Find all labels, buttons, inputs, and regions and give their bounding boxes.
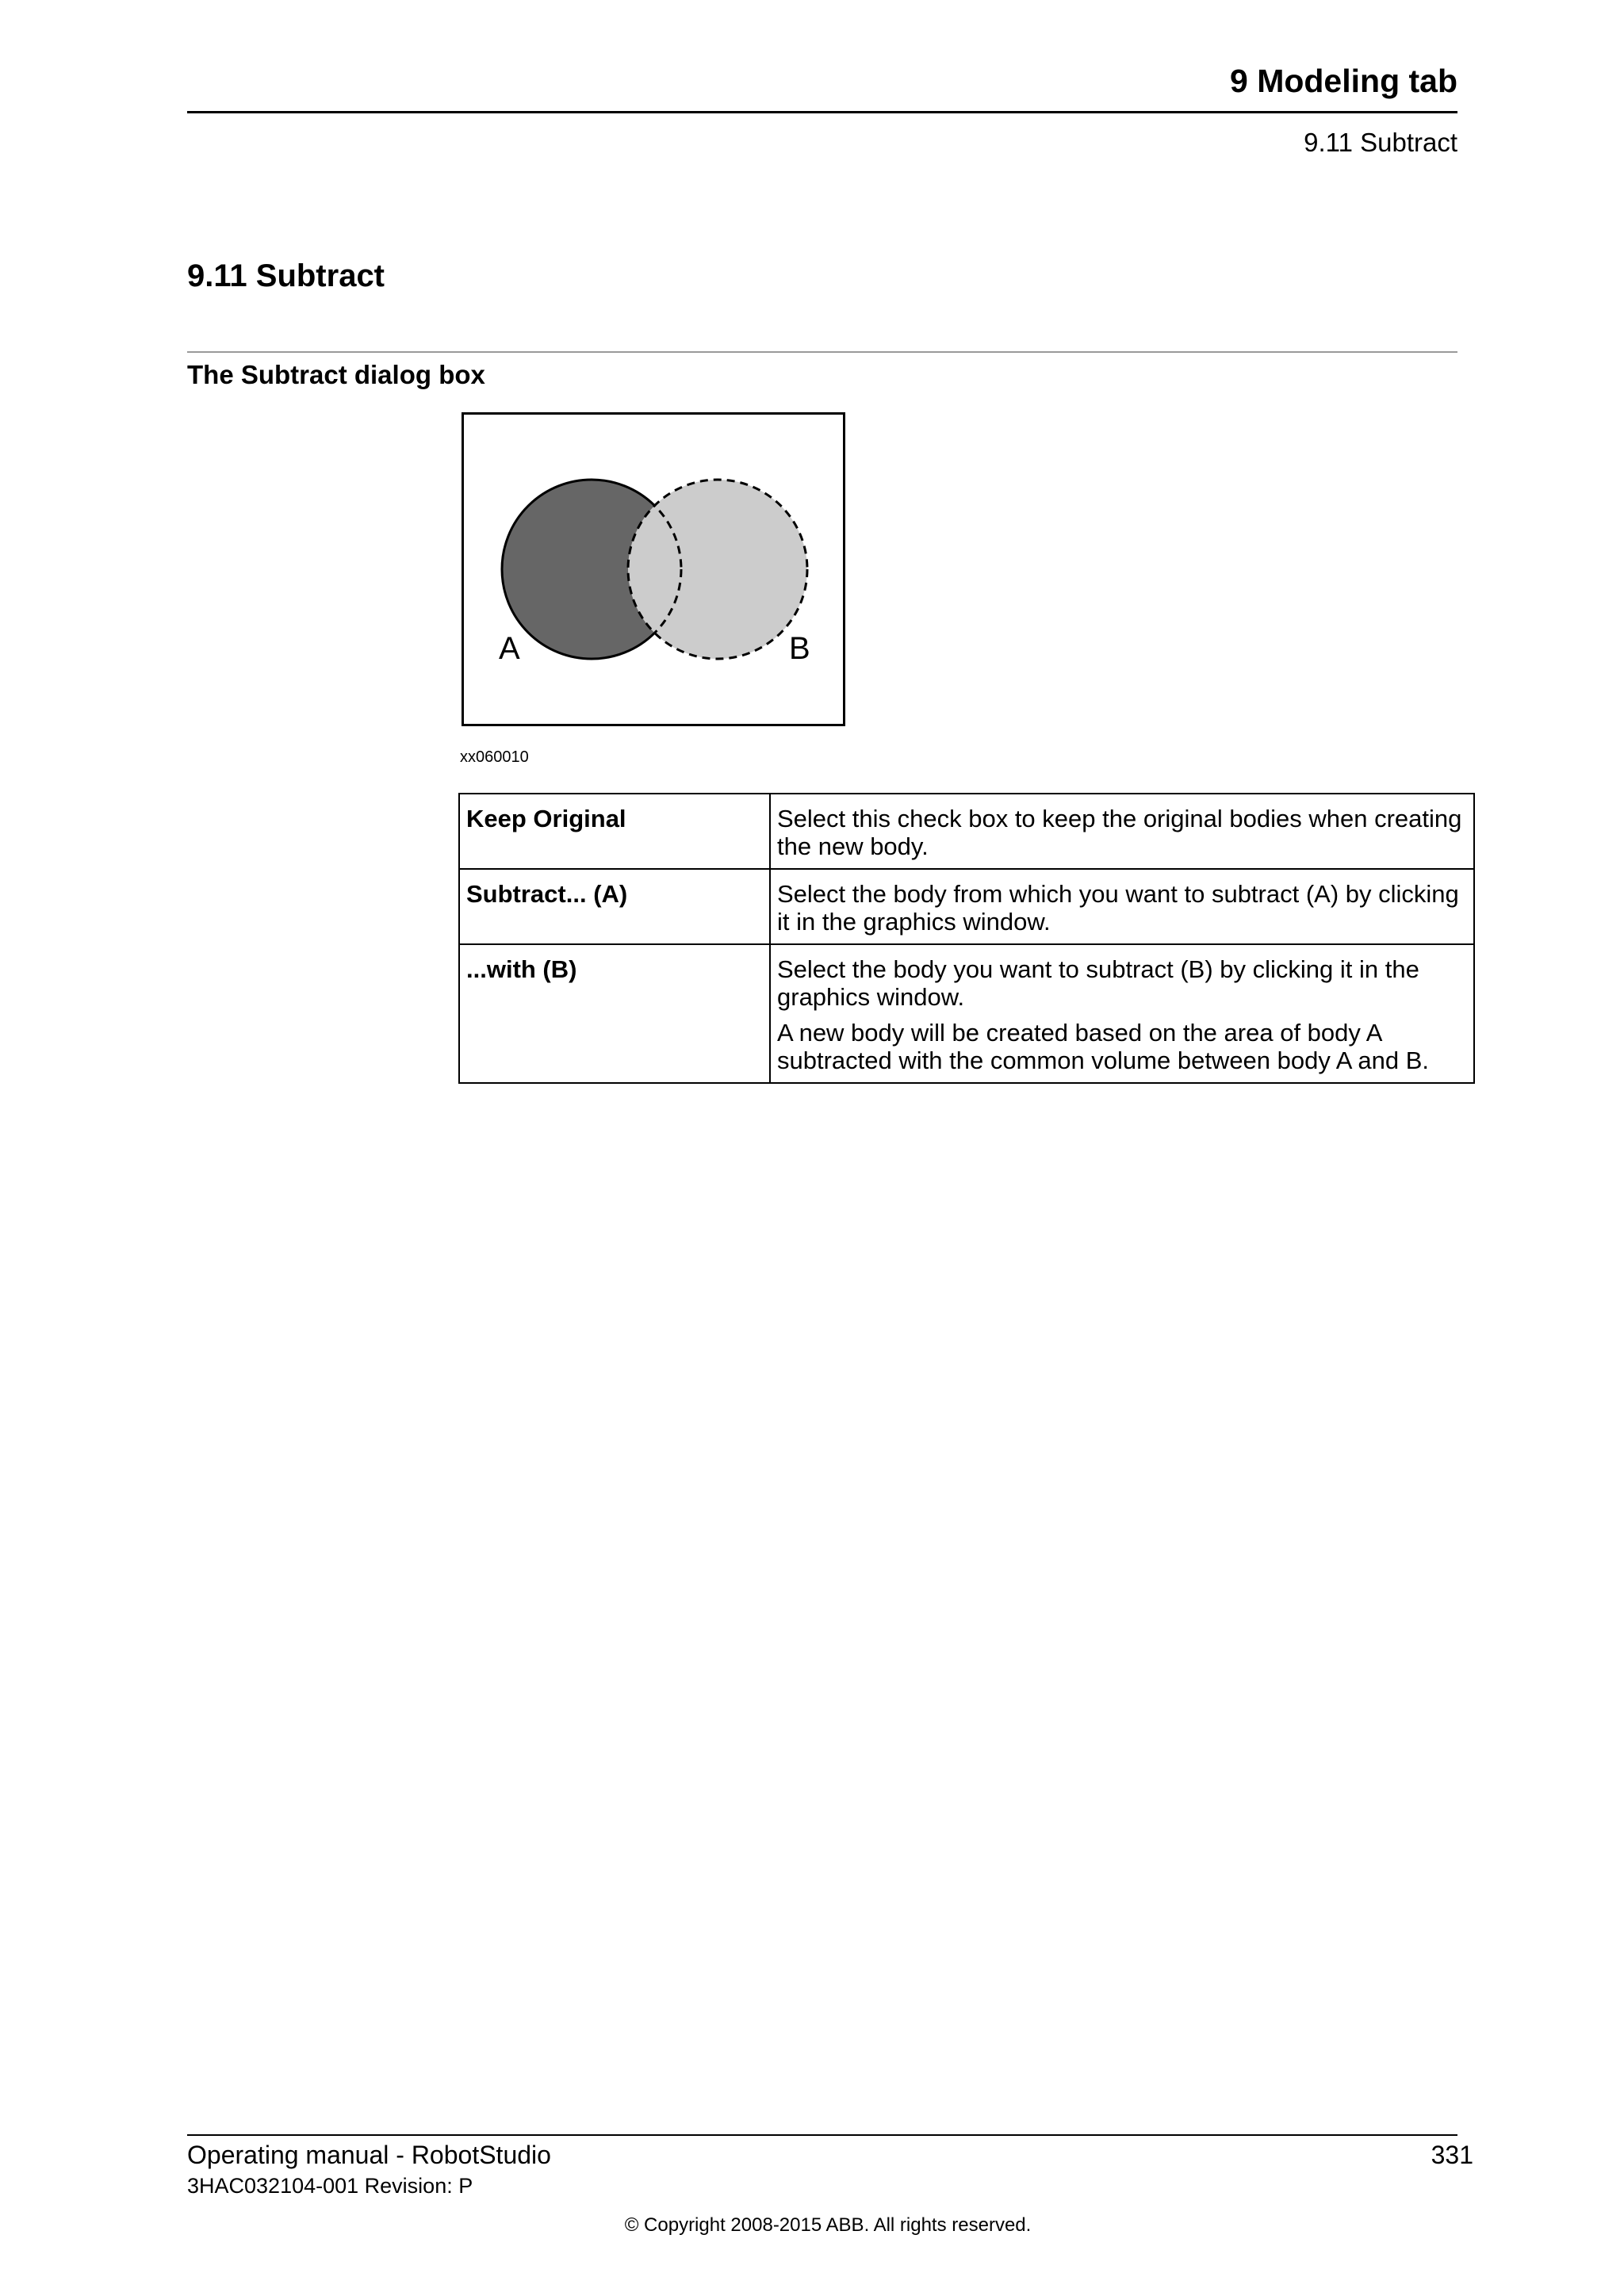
chapter-title: 9 Modeling tab	[1230, 63, 1457, 99]
option-description	[770, 794, 1474, 869]
header-rule	[187, 111, 1457, 113]
document-id: 3HAC032104-001 Revision: P	[187, 2174, 473, 2198]
label-a: A	[499, 631, 520, 666]
option-term: ...with (B)	[459, 944, 770, 1083]
copyright-notice: © Copyright 2008-2015 ABB. All rights reserved.	[624, 2214, 1032, 2236]
description-paragraph: Select the body from which you want to subtract (A) by clicking it in the graphics window.	[777, 880, 1459, 936]
option-term: Keep Original	[459, 794, 770, 869]
table-row	[459, 944, 1474, 1083]
page-number: 331	[1431, 2141, 1473, 2169]
description-paragraph: Select this check box to keep the original bodies when creating the new body.	[777, 805, 1462, 860]
footer-manual-title: Operating manual - RobotStudio	[187, 2141, 551, 2169]
option-description	[770, 869, 1474, 944]
subtract-diagram	[462, 412, 845, 726]
description-paragraph: A new body will be created based on the area of body A subtracted with the common volume between body A and B.	[777, 1019, 1429, 1074]
options-table	[458, 793, 1475, 1084]
subheading: The Subtract dialog box	[187, 360, 485, 389]
option-term: Subtract... (A)	[459, 869, 770, 944]
figure-code: xx060010	[460, 748, 529, 766]
option-description	[770, 944, 1474, 1083]
description-paragraph: Select the body you want to subtract (B) by clicking it in the graphics window.	[777, 955, 1419, 1011]
subheading-rule	[187, 351, 1457, 353]
section-running-head: 9.11 Subtract	[1304, 128, 1457, 157]
table-row	[459, 869, 1474, 944]
label-b: B	[789, 631, 810, 666]
footer-rule	[187, 2134, 1457, 2136]
section-title: 9.11 Subtract	[187, 258, 385, 293]
table-row	[459, 794, 1474, 869]
